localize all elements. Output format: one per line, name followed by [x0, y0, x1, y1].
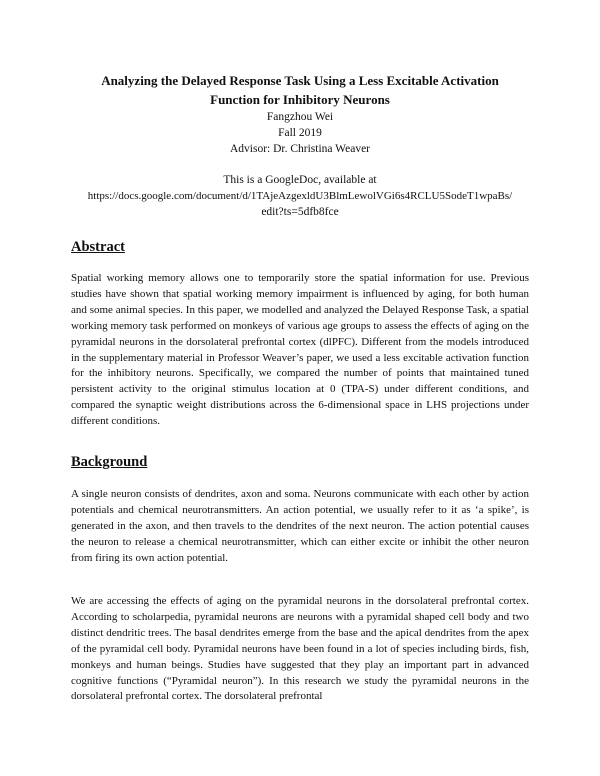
paper-title-line-2: Function for Inhibitory Neurons: [210, 92, 390, 107]
background-paragraph-2: We are accessing the effects of aging on the pyramidal neurons in the dorsolateral prefrontal cortex. According to scholarpedia, pyramidal neurons are neurons with a pyramidal shaped cell body and two distinct dendritic trees. The basal dendrites emerge from the base and the apical dendrites from the apex of the pyramidal cell body. Pyramidal neurons have been found in a lot of species including birds, fish, monkeys and human beings. Studies have suggested that they play an important part in advanced cognitive functions (“Pyramidal neuron”). In this research we study the pyramidal neurons in the dorsolateral prefrontal cortex. The dorsolateral prefrontal: [71, 595, 529, 703]
background-heading: Background: [71, 454, 148, 470]
googledoc-url-suffix: edit?ts=5dfb8fce: [261, 206, 339, 218]
background-paragraph-1: A single neuron consists of dendrites, axon and soma. Neurons communicate with each other by action potentials and chemical neurotransmitters. An action potential, we usually refer to it as ‘a spike’, is generated in the axon, and then travels to the dendrites of the next neuron. The action potential causes the neuron to release a chemical neurotransmitter, which can either excite or inhibit the other neuron from firing its own action potential.: [71, 488, 529, 564]
googledoc-note: This is a GoogleDoc, available at: [223, 174, 377, 186]
abstract-paragraph: Spatial working memory allows one to temporarily store the spatial information for use. Previous studies have shown that spatial working memory impairment is influenced by aging, for both human and some animal species. In this paper, we modelled and analyzed the Delayed Response Task, a spatial working memory task performed on monkeys of various age groups to assess the effects of aging on the pyramidal neurons in the dorsolateral prefrontal cortex (dlPFC). Different from the models introduced in the supplementary material in Professor Weaver’s paper, we used a less excitable activation function for the inhibitory neurons. Specifically, we compared the number of points that maintained tuned persistent activity to the original stimulus location at 0 (TPA-S) under different conditions, and compared the synaptic weight distributions across the 6-dimensional space in LHS projections under different conditions.: [71, 272, 529, 428]
googledoc-url: https://docs.google.com/document/d/1TAjeAzgexldU3BlmLewolVGi6s4RCLU5SodeT1wpaBs/: [87, 190, 513, 202]
abstract-heading: Abstract: [71, 239, 125, 255]
paper-date: Fall 2019: [278, 127, 322, 139]
author-name: Fangzhou Wei: [266, 111, 334, 123]
paper-title-line-1: Analyzing the Delayed Response Task Using a Less Excitable Activation: [101, 73, 499, 88]
advisor: Advisor: Dr. Christina Weaver: [229, 143, 371, 155]
